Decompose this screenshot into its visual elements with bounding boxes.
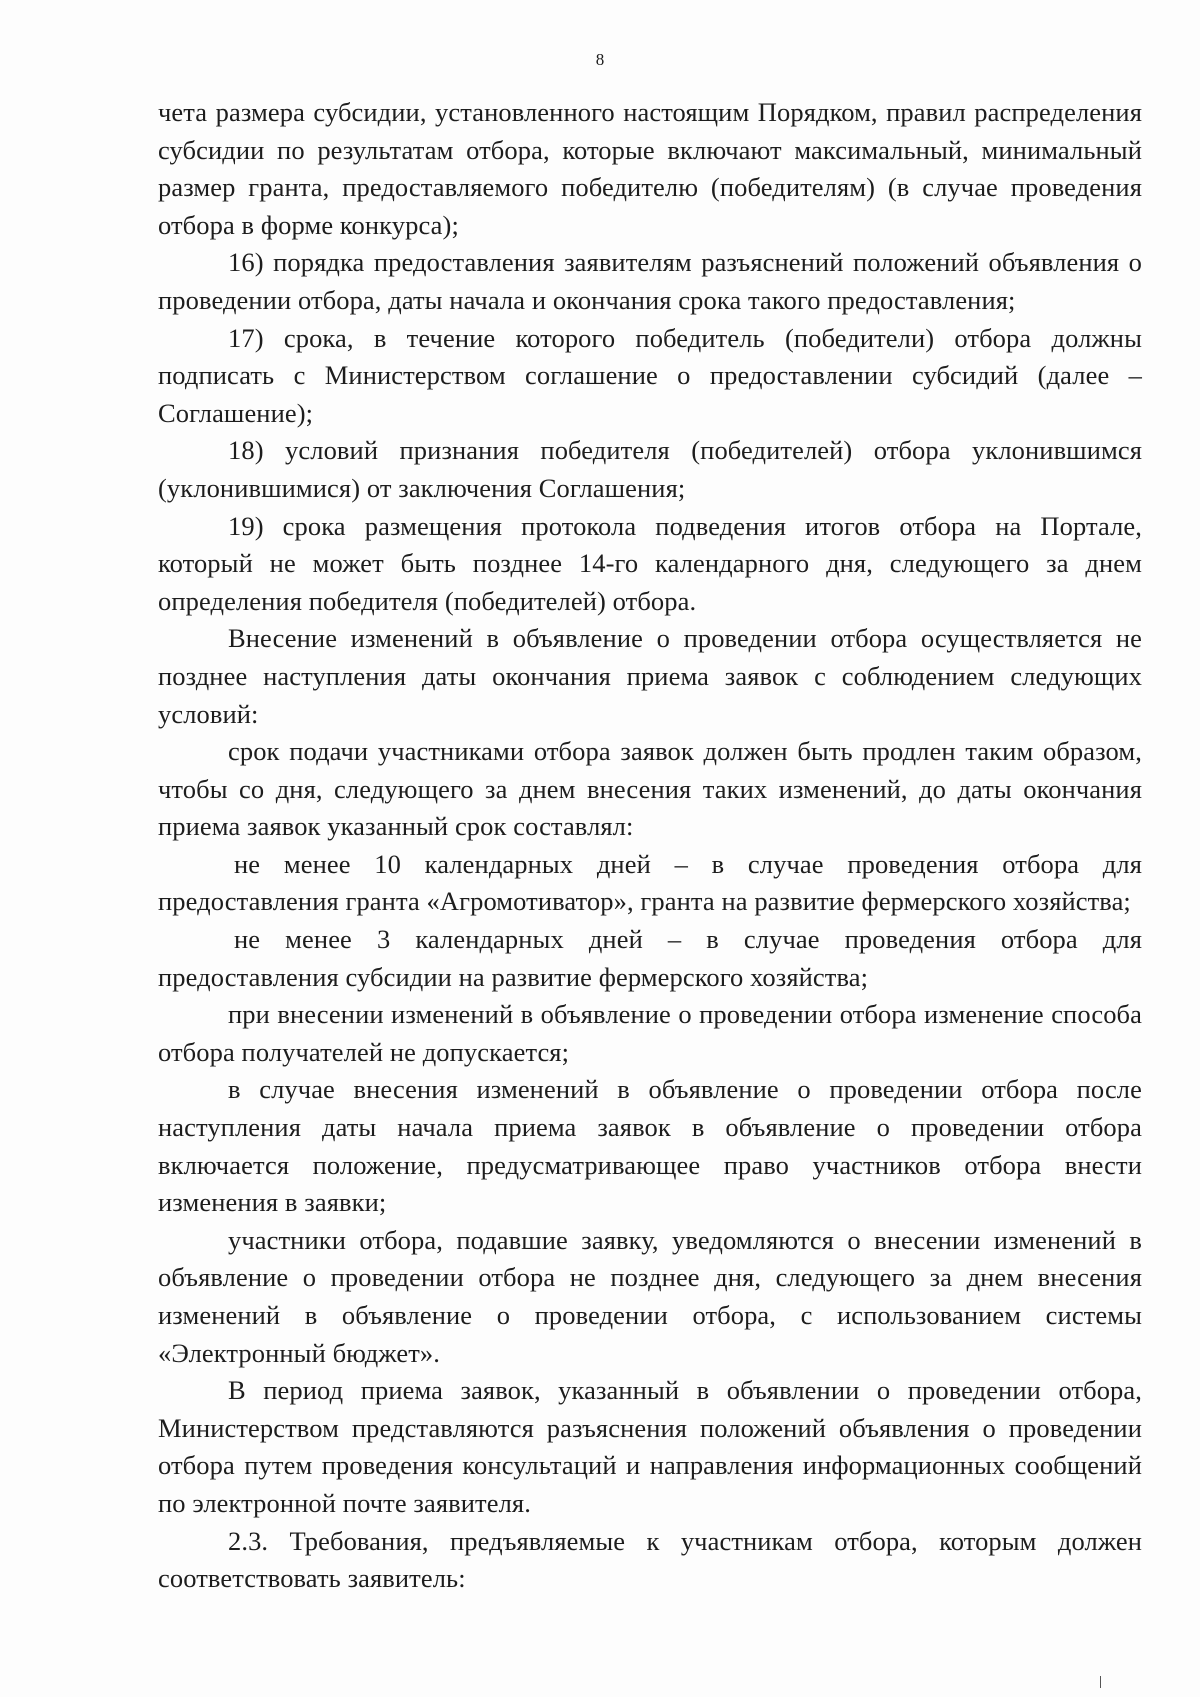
paragraph-item-18: 18) условий признания победителя (победителей) отбора уклонившимся (уклонившимися) от заключения Соглашения; — [158, 435, 1142, 503]
paragraph-item-19: 19) срока размещения протокола подведения итогов отбора на Портале, который не может быть позднее 14-го календарного дня, следующего за днем определения победителя (победителей) отбора. — [158, 510, 1142, 616]
page-number: 8 — [595, 50, 605, 69]
paragraph-clarifications: В период приема заявок, указанный в объявлении о проведении отбора, Министерством представляются разъяснения положений объявления о проведении отбора путем проведения консультаций и направления информационных сообщений по электронной почте заявителя. — [158, 1375, 1142, 1518]
paragraph-3-days: не менее 3 календарных дней – в случае проведения отбора для предоставления субсидии на развитие фермерского хозяйства; — [158, 924, 1142, 992]
paragraph-changes-intro: Внесение изменений в объявление о проведении отбора осуществляется не позднее наступления даты окончания приема заявок с соблюдением следующих условий: — [158, 623, 1142, 729]
paragraph-notification: участники отбора, подавшие заявку, уведомляются о внесении изменений в объявление о проведении отбора не позднее дня, следующего за днем внесения изменений в объявление о проведении отбора, с использованием системы «Электронный бюджет». — [158, 1224, 1142, 1368]
paragraph-deadline-extension: срок подачи участниками отбора заявок должен быть продлен таким образом, чтобы со дня, следующего за днем внесения таких изменений, до даты окончания приема заявок указанный срок составлял: — [158, 736, 1142, 842]
paragraph-method-change: при внесении изменений в объявление о проведении отбора изменение способа отбора получателей не допускается; — [158, 999, 1142, 1067]
document-body — [158, 94, 1142, 1598]
scan-margin-mark — [1100, 1676, 1101, 1688]
paragraph-10-days: не менее 10 календарных дней – в случае проведения отбора для предоставления гранта «Агромотиватор», гранта на развитие фермерского хозяйства; — [158, 848, 1142, 917]
paragraph-item-16: 16) порядка предоставления заявителям разъяснений положений объявления о проведении отбора, даты начала и окончания срока такого предоставления; — [158, 247, 1142, 315]
paragraph-item-17: 17) срока, в течение которого победитель (победители) отбора должны подписать с Министерством соглашение о предоставлении субсидий (далее – Соглашение); — [158, 322, 1142, 428]
paragraph-section-2-3: 2.3. Требования, предъявляемые к участникам отбора, которым должен соответствовать заявитель: — [158, 1525, 1142, 1594]
paragraph-after-start: в случае внесения изменений в объявление о проведении отбора после наступления даты начала приема заявок в объявление о проведении отбора включается положение, предусматривающее право участников отбора внести изменения в заявки; — [158, 1074, 1142, 1218]
paragraph-continuation: чета размера субсидии, установленного настоящим Порядком, правил распределения субсидии по результатам отбора, которые включают максимальный, минимальный размер гранта, предоставляемого победителю (победителям) (в случае проведения отбора в форме конкурса); — [158, 97, 1142, 240]
